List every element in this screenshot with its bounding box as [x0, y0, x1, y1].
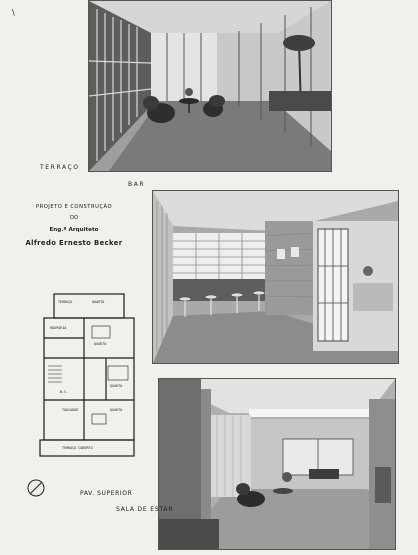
photo-sala-de-estar: [158, 378, 396, 550]
plan-label-quarto-mid: QUARTO: [94, 342, 107, 346]
floor-plan: [36, 290, 136, 472]
credit-line-4: Alfredo Ernesto Becker: [25, 239, 123, 247]
credit-line-2: DO: [69, 215, 79, 221]
plan-label-quarto-low: QUARTO: [110, 408, 123, 412]
caption-bar: BAR: [128, 181, 146, 188]
photo-terraco: [88, 0, 332, 172]
plan-label-terraco-top: TERRAÇO: [58, 300, 73, 304]
caption-pav-superior: PAV. SUPERIOR: [80, 490, 133, 497]
credit-block: [14, 204, 134, 247]
compass-icon: [26, 478, 46, 498]
page-mark: \: [12, 8, 15, 17]
caption-sala-de-estar: SALA DE ESTAR: [116, 506, 174, 513]
plan-label-wc: W.C.: [60, 390, 69, 394]
plan-label-quarto-top: QUARTO: [92, 300, 105, 304]
plan-label-quarto-right: QUARTO: [110, 384, 123, 388]
credit-line-3: Eng.º Arquiteto: [49, 227, 99, 233]
plan-label-toucador: TOUCADOR: [62, 408, 79, 412]
credit-line-1: PROJETO E CONSTRUÇÃO: [35, 204, 113, 210]
plan-label-terraco-bottom: TERRAÇO COBERTO: [62, 446, 93, 450]
photo-bar: [152, 190, 399, 364]
caption-terraco: TERRAÇO: [40, 164, 80, 171]
plan-label-rouparia: ROUPARIA: [50, 326, 67, 330]
